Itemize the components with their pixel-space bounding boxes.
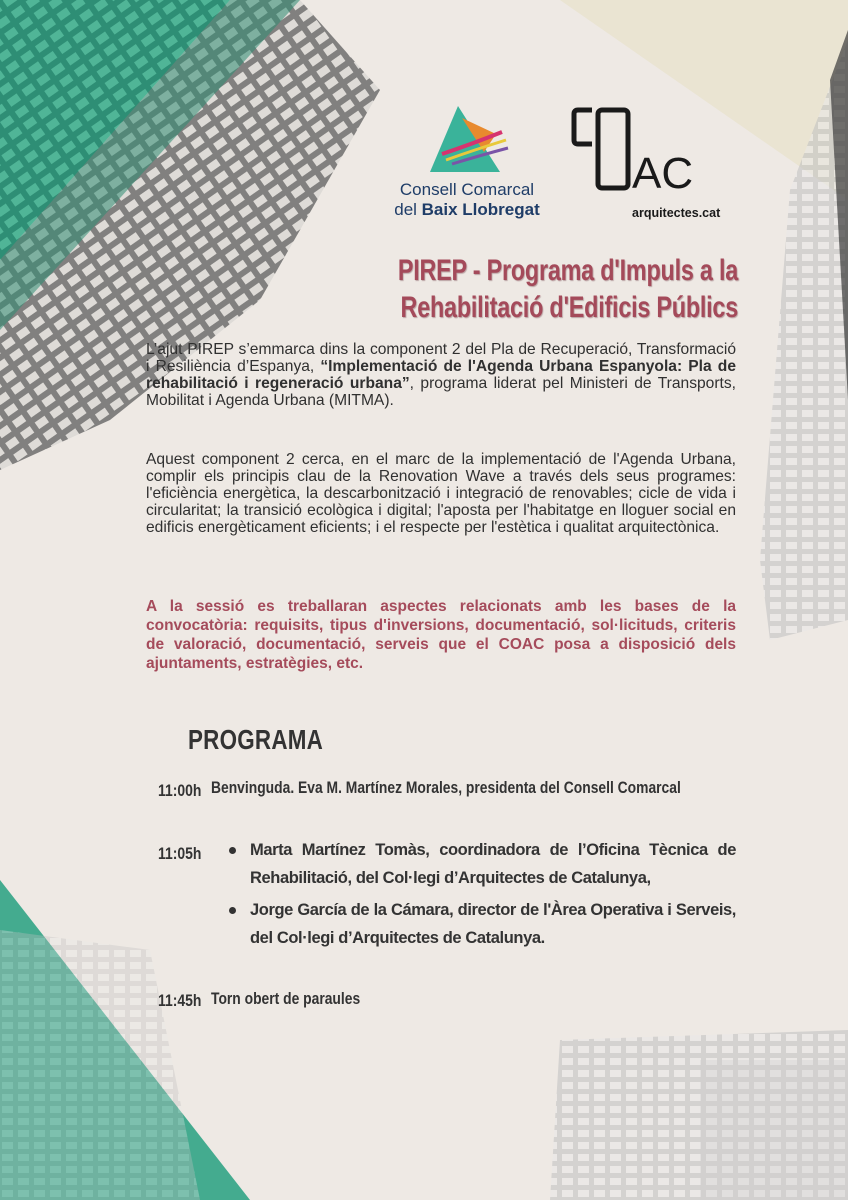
ccbl-emblem-icon bbox=[422, 104, 512, 176]
session-highlight: A la sessió es treballaran aspectes relacionats amb les bases de la convocatòria: requisits, tipus d'inversions, documentació, sol·licituds, criteris de valoració, documentació, serveis que el COAC posa a disposició dels ajuntaments, estratègies, etc. bbox=[146, 598, 736, 672]
agenda-item-text: Benvinguda. Eva M. Martínez Morales, presidenta del Consell Comarcal bbox=[211, 779, 681, 797]
agenda-bullet-item: Jorge García de la Cámara, director de l'Àrea Operativa i Serveis, del Col·legi d’Arquitectes de Catalunya. bbox=[250, 901, 736, 947]
coac-url: arquitectes.cat bbox=[632, 206, 721, 220]
coac-wordmark bbox=[570, 104, 700, 196]
bullet-icon bbox=[229, 907, 236, 914]
intro-paragraph-1: L’ajut PIREP s’emmarca dins la component 2 del Pla de Recuperació, Transformació i Resiliència d’Espanya, “Implementació de l'Agenda Urbana Espanyola: Pla de rehabilitació i regeneració urbana”, programa liderat pel Ministeri de Transports, Mobilitat i Agenda Urbana (MITMA). bbox=[146, 341, 736, 409]
ccbl-logo bbox=[382, 104, 552, 220]
title-line2: Rehabilitació d'Edificis Públics bbox=[400, 291, 738, 324]
agenda-time: 11:00h bbox=[158, 781, 202, 800]
svg-text:AC: AC bbox=[632, 149, 694, 196]
agenda-item-text: Torn obert de paraules bbox=[211, 990, 361, 1008]
ccbl-name-line2: del Baix Llobregat bbox=[394, 200, 540, 219]
bullet-icon bbox=[229, 847, 236, 854]
agenda-bullet-item: Marta Martínez Tomàs, coordinadora de l’Oficina Tècnica de Rehabilitació, del Col·legi d’Arquitectes de Catalunya, bbox=[250, 841, 736, 887]
intro-paragraph-2: Aquest component 2 cerca, en el marc de la implementació de l'Agenda Urbana, complir els principis clau de la Renovation Wave a través dels seus programes: l'eficiència energètica, la descarbonització i integració de renovables; cicle de vida i circularitat; la transició ecològica i digital; l'aposta per l'habitatge en lloguer social en edificis energèticament eficients; i el respecte per l'estètica i qualitat arquitectònica. bbox=[146, 451, 736, 536]
agenda-time: 11:45h bbox=[158, 991, 202, 1010]
title-line1: PIREP - Programa d'Impuls a la bbox=[397, 254, 738, 287]
page-title bbox=[301, 252, 738, 326]
intro-bold-phrase: “Implementació de l'Agenda Urbana Espanyola: Pla de rehabilitació i regeneració urbana” bbox=[146, 358, 736, 392]
ccbl-name-line1: Consell Comarcal bbox=[399, 180, 535, 199]
programa-heading: PROGRAMA bbox=[188, 724, 324, 755]
agenda-time: 11:05h bbox=[158, 844, 202, 863]
